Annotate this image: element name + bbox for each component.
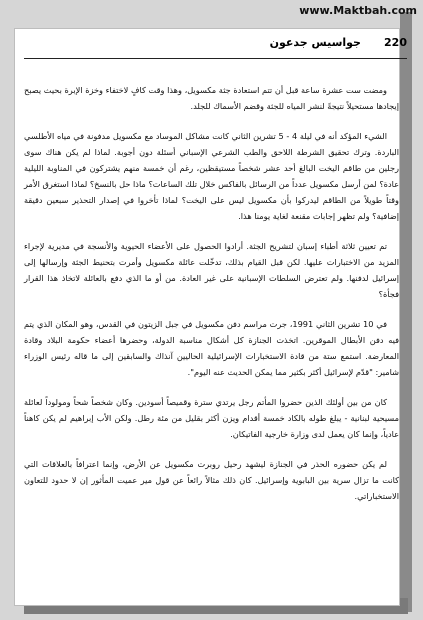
paragraph: لم يكن حضوره الحذر في الجنازة ليشهد رحيل روبرت مكسويل عن الأرض، وإنما اعترافاً بالعلاقات التي كانت ما تزال سرية بين البابوية وإسرائيل. كان ذلك مثالاً رائعاً عن قول مير عميت المأثور إن لا حدود للتعاون الاستخباراتي. <box>24 459 399 501</box>
site-watermark: www.Maktbah.com <box>299 4 417 17</box>
page-body <box>24 82 399 518</box>
page-number: 220 <box>384 36 407 49</box>
paragraph: في 10 تشرين الثاني 1991، جرت مراسم دفن مكسويل في جبل الزيتون في القدس، وهو المكان الذي يتم فيه دفن الأبطال الموقرين. اتخذت الجنازة كل أشكال مناسبة الدولة، وحضرها أعضاء حكومة البلاد وقادة المعارضة. استمع ستة من قادة الاستخبارات الإسرائيلية الحاليين آنذاك والسابقين إلى ما قاله رئيس الوزراء شامير: "قدّم لإسرائيل أكثر بكثير مما يمكن الحديث عنه اليوم". <box>24 319 399 377</box>
book-title: جواسيس جدعون <box>269 36 361 49</box>
paragraph: كان من بين أولئك الذين حضروا المأتم رجل يرتدي سترة وقميصاً أسودين. وكان شخصاً شحاً ومولوداً لعائلة مسيحية لبنانية - يبلغ طوله بالكاد خمسة أقدام ويزن أكثر بقليل من مئة رطل. ولكن الأب إبراهيم لم يكن كاهناً عادياً، وإنما كان يعمل لدى وزارة خارجية الفاتيكان. <box>24 397 399 439</box>
page-shadow-right <box>400 12 412 612</box>
paragraph: الشيء المؤكد أنه في ليلة 4 - 5 تشرين الثاني كانت مشاكل الموساد مع مكسويل مدفونة في مياه الأطلسي الباردة. وترك تحقيق الشرطة اللاحق والطب الشرعي الإسباني أسئلة دون أجوبة. لماذا لم يكن هناك سوى رجلين من طاقم اليخت البالغ أحد عشر شخصاً مستيقظين، رغم أن خمسة منهم يشتركون في المناوبة الليلية عادة؟ لمن أرسل مكسويل عدداً من الرسائل بالفاكس خلال تلك الساعات؟ ماذا حل بالنسخ؟ لماذا استغرق الأمر وقتاً طويلاً من الطاقم ليدركوا بأن مكسويل ليس على اليخت؟ لماذا تأخروا في إصدار التحذير سبعين دقيقة إضافية؟ ولم تظهر إجابات مقنعة لغاية يومنا هذا. <box>24 131 399 221</box>
paragraph: تم تعيين ثلاثة أطباء إسبان لتشريح الجثة. أرادوا الحصول على الأعضاء الحيوية والأنسجة في مديرية لإجراء المزيد من الاختبارات عليها. لكن قبل القيام بذلك، تدخّلت عائلة مكسويل وأمرت بتحنيط الجثة وإرسالها إلى إسرائيل لدفنها. ولم تعترض السلطات الإسبانية على غير العادة. من أو ما الذي دفع بالعائلة لاتخاذ هذا القرار فجأة؟ <box>24 241 399 299</box>
running-header <box>24 34 407 59</box>
paragraph: ومضت ست عشرة ساعة قبل أن تتم استعادة جثة مكسويل، وهذا وقت كافٍ لاختفاء وخزة الإبرة بحيث يصبح إيجادها مستحيلاً نتيجةً لنشر المياه للجثة وقضم الأسماك للجلد. <box>24 85 399 111</box>
